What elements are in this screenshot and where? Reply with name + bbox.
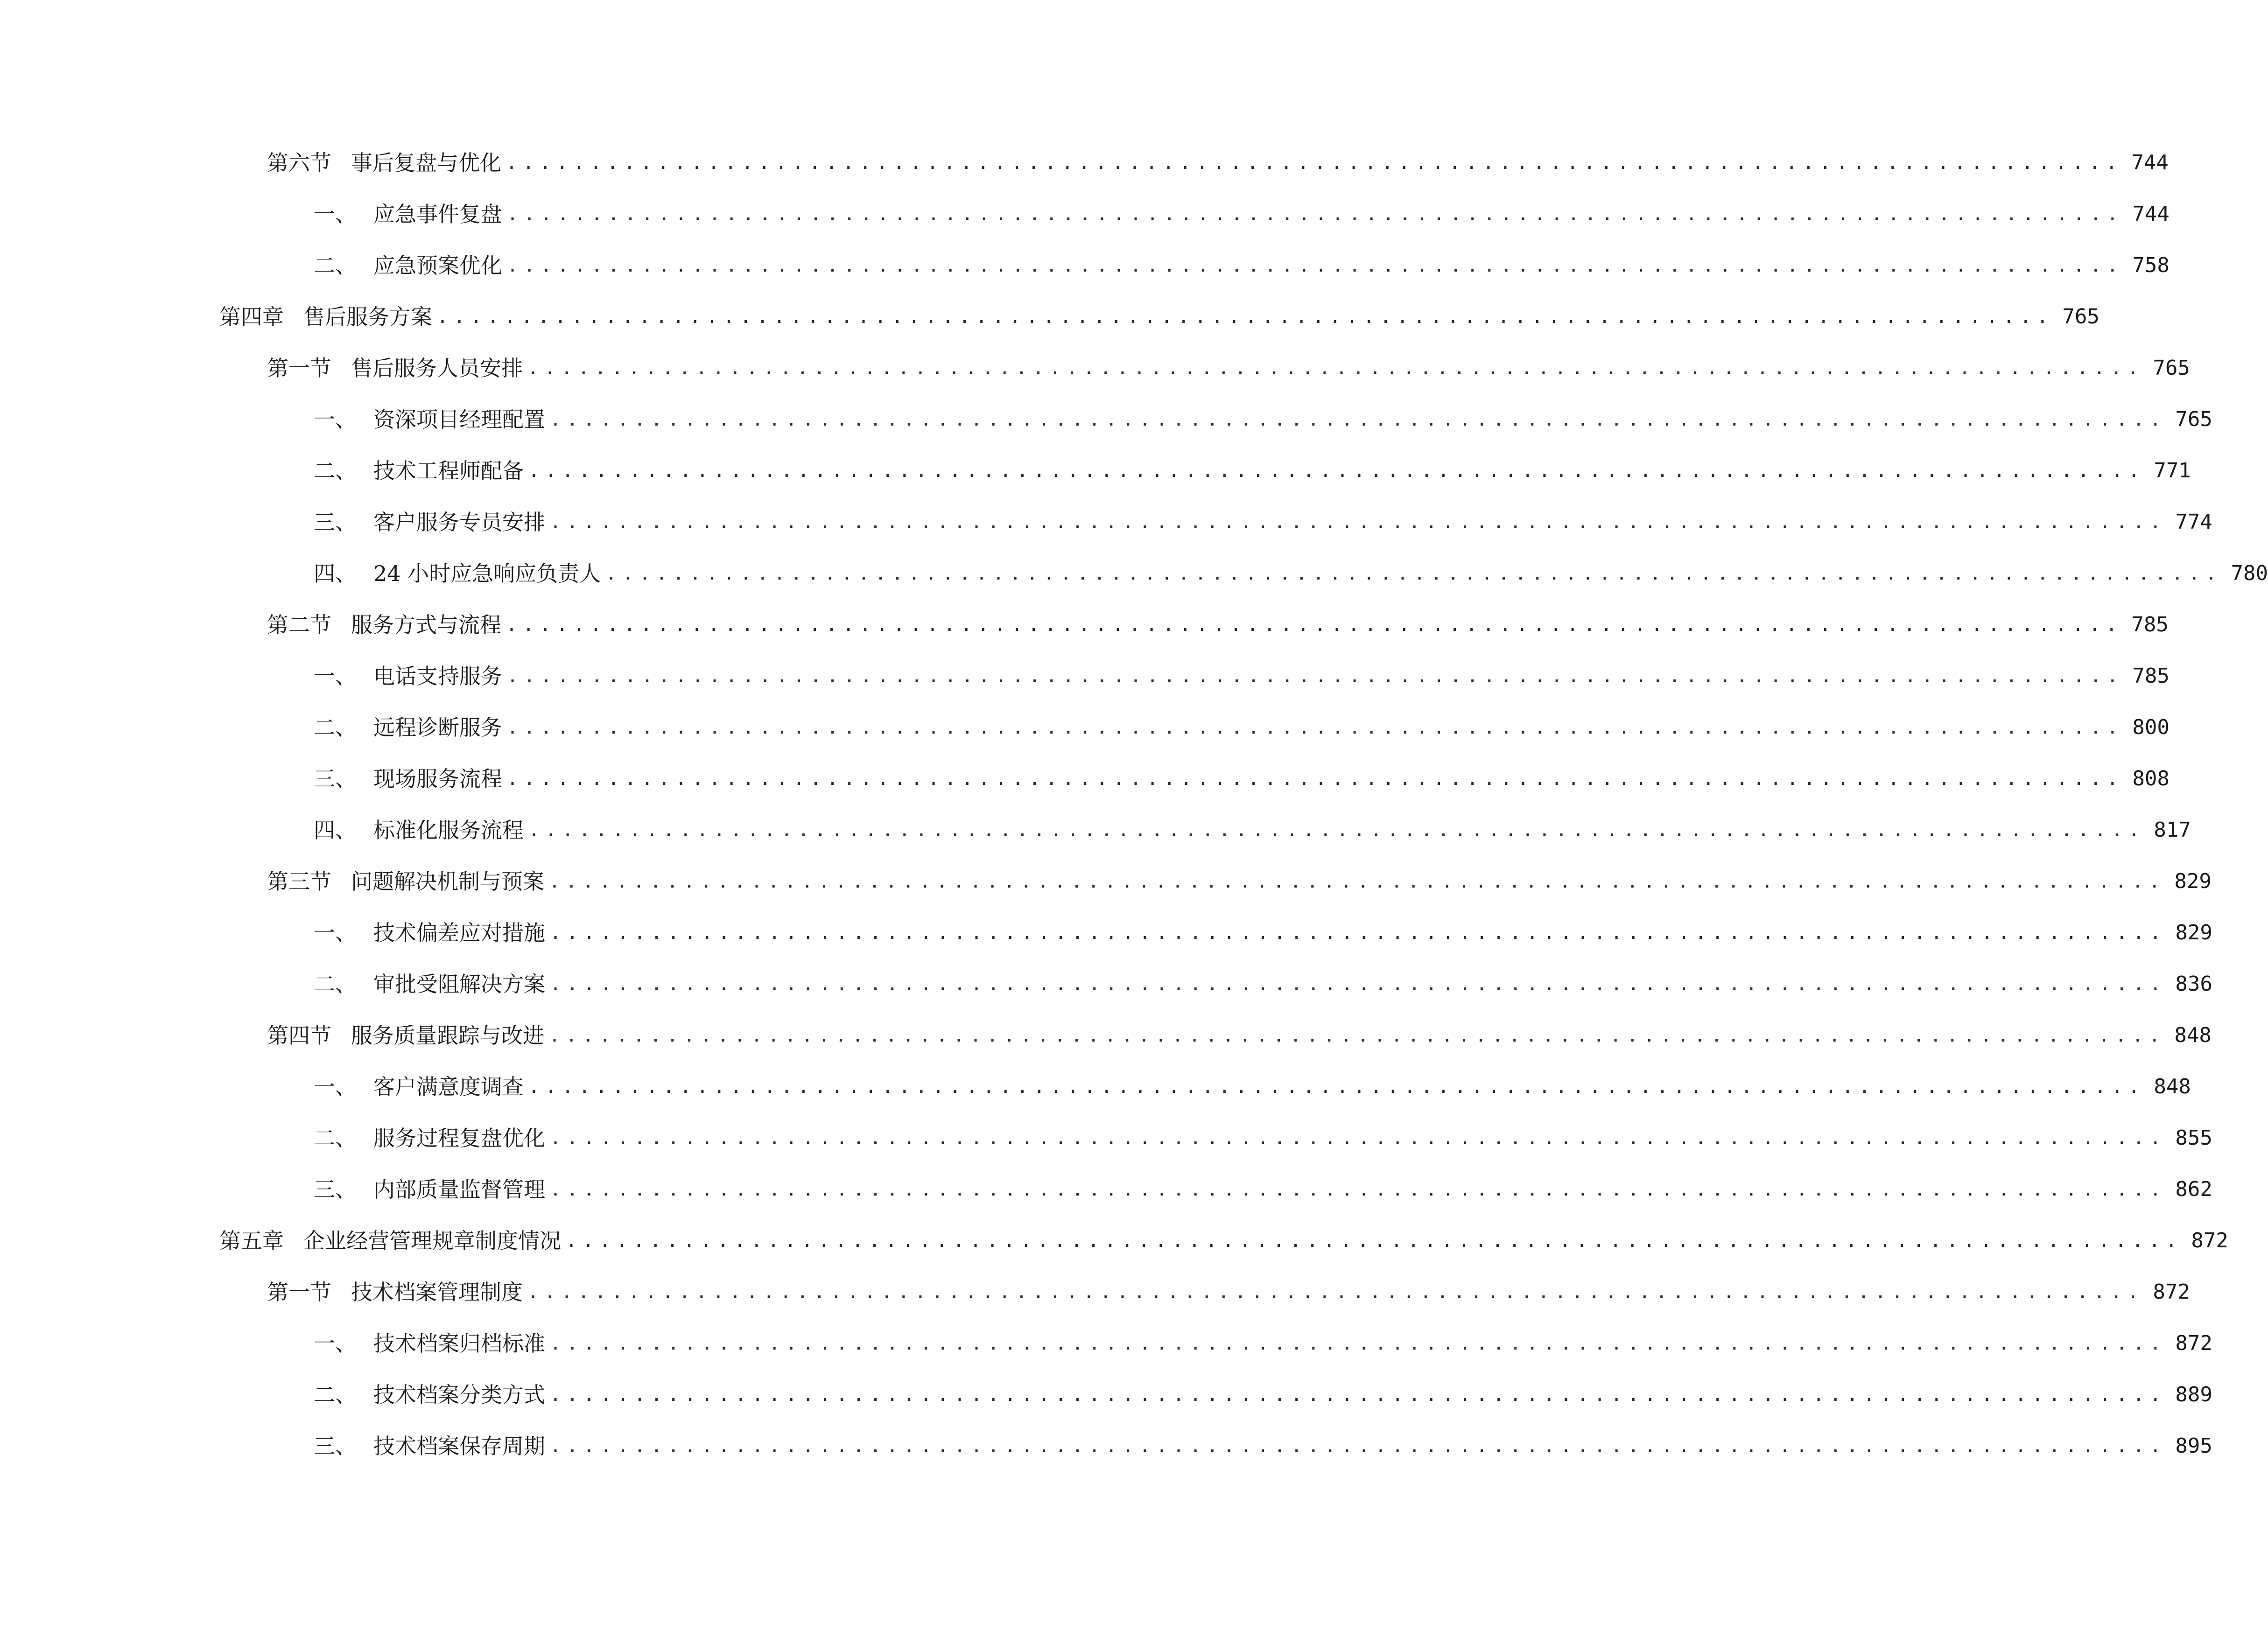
toc-entry-title: 技术档案分类方式 <box>373 1382 545 1407</box>
toc-entry-number: 第四节 <box>267 1023 331 1048</box>
toc-entry-title: 应急预案优化 <box>373 253 502 278</box>
toc-entry-number: 第一节 <box>267 1280 331 1305</box>
toc-entry[interactable] <box>314 506 2212 539</box>
toc-dot-leader: ................................................................................................ <box>507 203 2124 225</box>
toc-entry-page: 785 <box>2131 613 2169 637</box>
toc-entry-page: 829 <box>2175 921 2212 944</box>
toc-entry-number: 第一节 <box>267 356 331 381</box>
toc-entry-number: 一、 <box>314 407 357 432</box>
toc-entry-number: 二、 <box>314 458 357 483</box>
toc-entry-title: 资深项目经理配置 <box>373 407 545 432</box>
toc-entry-title: 问题解决机制与预案 <box>351 869 544 894</box>
toc-dot-leader: ................................................................................................ <box>550 1435 2167 1457</box>
toc-dot-leader: ................................................................................................ <box>550 1384 2167 1406</box>
toc-entry-number: 二、 <box>314 253 357 278</box>
toc-entry-number: 一、 <box>314 202 357 227</box>
toc-entry[interactable] <box>314 1378 2212 1411</box>
toc-entry[interactable] <box>314 1173 2212 1206</box>
toc-dot-leader: ................................................................................................ <box>527 1281 2144 1303</box>
toc-entry-title: 服务过程复盘优化 <box>373 1126 545 1151</box>
toc-dot-leader: ................................................................................................ <box>550 1127 2167 1149</box>
toc-entry-title: 现场服务流程 <box>373 766 502 791</box>
toc-entry[interactable] <box>314 660 2170 693</box>
toc-dot-leader: ................................................................................................ <box>550 1333 2167 1354</box>
toc-entry-page: 774 <box>2175 510 2212 534</box>
toc-entry-page: 895 <box>2175 1434 2212 1458</box>
toc-entry[interactable] <box>267 1019 2212 1052</box>
toc-entry-page: 758 <box>2132 253 2170 277</box>
toc-entry-number: 一、 <box>314 920 357 945</box>
toc-entry[interactable] <box>267 352 2190 385</box>
toc-entry-page: 872 <box>2191 1229 2228 1252</box>
toc-entry-page: 848 <box>2154 1075 2191 1098</box>
toc-entry-number: 第二节 <box>267 612 331 637</box>
toc-dot-leader: ................................................................................................ <box>566 1230 2183 1252</box>
toc-entry-page: 829 <box>2174 869 2212 893</box>
toc-entry[interactable] <box>314 814 2191 846</box>
toc-entry-page: 785 <box>2132 664 2170 688</box>
toc-dot-leader: ................................................................................................ <box>528 460 2145 482</box>
toc-entry-page: 855 <box>2175 1126 2212 1150</box>
toc-entry-page: 765 <box>2175 407 2212 431</box>
toc-entry-number: 二、 <box>314 715 357 740</box>
toc-entry[interactable] <box>314 1327 2212 1360</box>
toc-entry-page: 765 <box>2062 305 2099 329</box>
toc-entry[interactable] <box>219 301 2099 333</box>
toc-entry[interactable] <box>314 198 2170 231</box>
toc-entry-title: 服务质量跟踪与改进 <box>351 1023 544 1048</box>
toc-entry-page: 836 <box>2175 972 2212 996</box>
toc-entry-title: 内部质量监督管理 <box>373 1177 545 1202</box>
toc-entry-title: 企业经营管理规章制度情况 <box>303 1228 561 1253</box>
toc-entry-title: 24 小时应急响应负责人 <box>373 561 601 586</box>
toc-entry-title: 客户满意度调查 <box>373 1074 524 1099</box>
toc-entry-number: 四、 <box>314 561 357 586</box>
toc-entry[interactable] <box>314 711 2170 744</box>
toc-entry-page: 780 <box>2231 561 2268 585</box>
toc-entry[interactable] <box>314 763 2170 795</box>
toc-entry-page: 765 <box>2153 356 2190 380</box>
toc-entry-number: 一、 <box>314 664 357 689</box>
toc-dot-leader: ................................................................................................ <box>550 1179 2167 1200</box>
toc-dot-leader: ................................................................................................ <box>549 871 2166 892</box>
toc-entry[interactable] <box>267 1276 2190 1308</box>
toc-entry-title: 技术偏差应对措施 <box>373 920 545 945</box>
toc-dot-leader: ................................................................................................ <box>506 152 2123 174</box>
toc-entry-title: 应急事件复盘 <box>373 202 502 227</box>
toc-entry-page: 800 <box>2132 715 2170 739</box>
toc-entry-page: 744 <box>2131 151 2169 175</box>
toc-entry-number: 二、 <box>314 1382 357 1407</box>
toc-entry[interactable] <box>314 916 2212 949</box>
toc-entry[interactable] <box>314 1430 2212 1462</box>
toc-entry-number: 一、 <box>314 1331 357 1356</box>
toc-entry[interactable] <box>314 1070 2191 1103</box>
toc-entry[interactable] <box>314 249 2170 282</box>
toc-dot-leader: ................................................................................................ <box>550 922 2167 944</box>
toc-entry-title: 标准化服务流程 <box>373 818 524 843</box>
toc-entry[interactable] <box>314 1122 2212 1154</box>
toc-entry-title: 技术档案保存周期 <box>373 1434 545 1459</box>
toc-dot-leader: ................................................................................................ <box>507 665 2124 687</box>
toc-dot-leader: ................................................................................................ <box>549 1025 2166 1046</box>
toc-dot-leader: ................................................................................................ <box>527 357 2144 379</box>
toc-entry-title: 远程诊断服务 <box>373 715 502 740</box>
toc-entry-title: 售后服务方案 <box>303 304 432 329</box>
toc-dot-leader: ................................................................................................ <box>550 511 2167 533</box>
toc-entry-page: 889 <box>2175 1383 2212 1406</box>
toc-entry-page: 862 <box>2175 1177 2212 1201</box>
toc-entry-number: 第四章 <box>219 304 284 329</box>
toc-entry-number: 三、 <box>314 1177 357 1202</box>
toc-entry[interactable] <box>314 455 2191 487</box>
toc-entry-page: 808 <box>2132 767 2170 791</box>
toc-entry-title: 电话支持服务 <box>373 664 502 689</box>
toc-entry-number: 三、 <box>314 766 357 791</box>
toc-entry-page: 817 <box>2154 818 2191 842</box>
toc-entry[interactable] <box>267 147 2169 179</box>
toc-dot-leader: ................................................................................................ <box>507 768 2124 790</box>
toc-entry-number: 一、 <box>314 1074 357 1099</box>
toc-entry[interactable] <box>267 609 2169 641</box>
toc-entry[interactable] <box>314 557 2268 590</box>
toc-entry-title: 售后服务人员安排 <box>351 356 523 381</box>
toc-entry-title: 技术工程师配备 <box>373 458 524 483</box>
toc-entry[interactable] <box>314 968 2212 1000</box>
toc-entry-page: 848 <box>2174 1023 2212 1047</box>
toc-dot-leader: ................................................................................................ <box>528 1076 2145 1098</box>
toc-entry-number: 二、 <box>314 972 357 997</box>
toc-entry-number: 第五章 <box>219 1228 284 1253</box>
toc-dot-leader: ................................................................................................ <box>507 255 2124 276</box>
toc-dot-leader: ................................................................................................ <box>550 973 2167 995</box>
toc-entry-number: 第六节 <box>267 150 331 175</box>
toc-entry-page: 872 <box>2175 1331 2212 1355</box>
toc-dot-leader: ................................................................................................ <box>437 306 2054 328</box>
toc-dot-leader: ................................................................................................ <box>507 717 2124 738</box>
toc-entry-title: 技术档案管理制度 <box>351 1280 523 1305</box>
toc-entry[interactable] <box>314 403 2212 436</box>
toc-entry-title: 事后复盘与优化 <box>351 150 501 175</box>
toc-entry-number: 四、 <box>314 818 357 843</box>
toc-entry[interactable] <box>219 1224 2228 1257</box>
toc-entry-page: 744 <box>2132 202 2170 226</box>
toc-entry-page: 771 <box>2154 459 2191 483</box>
toc-dot-leader: ................................................................................................ <box>605 563 2223 584</box>
toc-dot-leader: ................................................................................................ <box>506 614 2123 636</box>
toc-entry-title: 技术档案归档标准 <box>373 1331 545 1356</box>
toc-entry[interactable] <box>267 865 2212 898</box>
toc-entry-number: 二、 <box>314 1126 357 1151</box>
toc-entry-title: 服务方式与流程 <box>351 612 501 637</box>
toc-dot-leader: ................................................................................................ <box>550 409 2167 430</box>
toc-entry-number: 三、 <box>314 510 357 535</box>
toc-entry-number: 第三节 <box>267 869 331 894</box>
toc-entry-title: 客户服务专员安排 <box>373 510 545 535</box>
toc-entry-page: 872 <box>2153 1280 2190 1304</box>
toc-dot-leader: ................................................................................................ <box>528 819 2145 841</box>
toc-entry-title: 审批受阻解决方案 <box>373 972 545 997</box>
toc-entry-number: 三、 <box>314 1434 357 1459</box>
